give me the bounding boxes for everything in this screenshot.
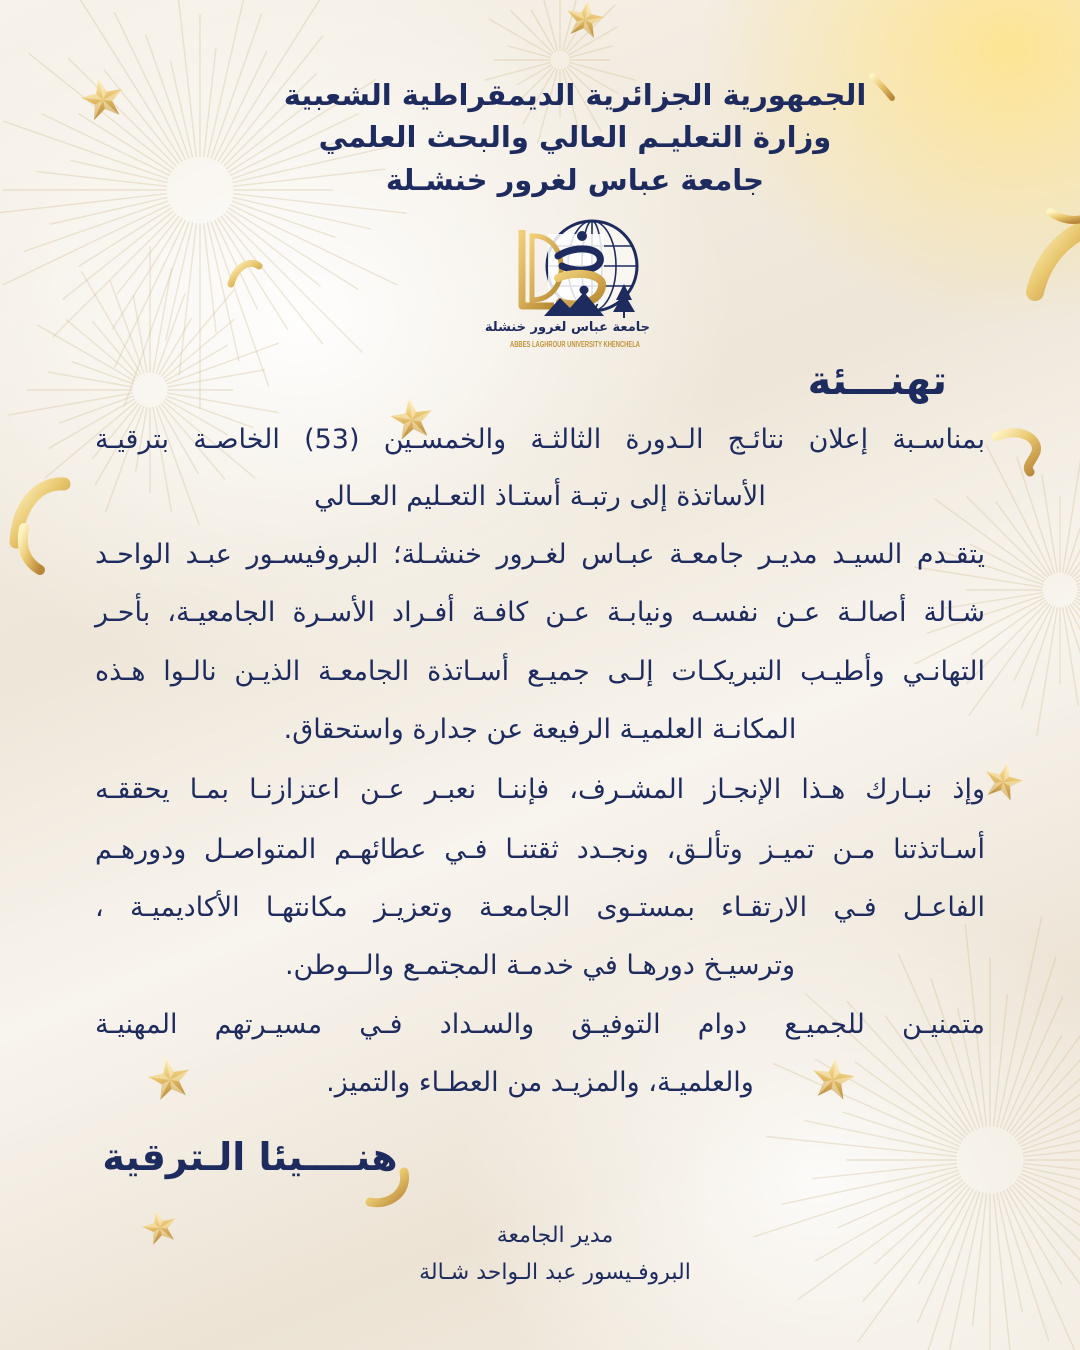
body-line: بمناسـبة إعلان نتائـج الـدورة الثالثـة والخمسـين (53) الخاصـة بترقيـة — [95, 424, 985, 455]
firework-ray — [1073, 603, 1080, 684]
firework-ray — [838, 1174, 959, 1228]
confetti-ribbon-icon — [872, 76, 892, 98]
firework-ray — [538, 0, 558, 50]
firework-ray — [924, 1192, 979, 1350]
body-line: التهانـي وأطيـب التبريكـات إلـى جميـع أسـاتذة الجامعـة الذيـن نالـوا هـذه — [95, 656, 985, 687]
body-line: أسـاتذتنا مـن تميـز وتألـق، ونجـدد ثقتنـا فـي عطائهـم المتواصـل ودورهـم — [95, 834, 985, 865]
firework-ray — [1068, 606, 1080, 735]
body-line: وإذ نبـارك هـذا الإنجـاز المشـرف، فإننـا نعبـر عـن اعتزازنـا بمـا يحققـه — [95, 774, 985, 805]
firework-ray — [1018, 1180, 1080, 1258]
page-title: تهنـــئة — [807, 358, 947, 404]
header-ministry: وزارة التعليـم العالي والبحث العلمي — [318, 120, 832, 154]
confetti-ribbon-icon — [1035, 228, 1080, 292]
firework-ray — [994, 995, 1008, 1127]
firework-ray — [1015, 1183, 1080, 1326]
firework-ray — [508, 46, 550, 57]
confetti-ribbon-icon — [23, 528, 40, 570]
firework-ray — [60, 396, 133, 423]
university-logo — [484, 214, 650, 356]
firework-ray — [229, 208, 358, 289]
firework-ray — [997, 1193, 1022, 1311]
firework-ray — [37, 172, 167, 187]
firework-ray — [73, 362, 134, 384]
header-university: جامعة عباس لغرور خنشـلة — [385, 163, 765, 197]
star-icon — [139, 1206, 180, 1246]
firework-ray — [570, 46, 612, 57]
firework-ray — [71, 161, 167, 183]
firework-ray — [875, 1183, 965, 1264]
body-line: والعلميـة، والمزيـد من العطـاء والتميز. — [326, 1067, 754, 1098]
star-icon — [78, 74, 127, 122]
firework-ray — [211, 222, 268, 386]
logo-name-arabic: جامعة عباس لغرور خنشلة — [484, 320, 650, 335]
firework-ray — [1001, 1192, 1049, 1340]
firework-ray — [1023, 1167, 1080, 1199]
confetti-ribbon-icon — [1050, 212, 1080, 220]
firework-ray — [996, 502, 1049, 575]
star-icon — [981, 758, 1027, 802]
firework-ray — [1037, 608, 1057, 735]
firework-ray — [973, 1194, 987, 1326]
firework-ray — [1010, 1188, 1080, 1305]
body-line: متمنيـن للجميـع دوام التوفيـق والسـداد فـي مسيـرتهم المهنيـة — [95, 1009, 985, 1040]
signature-name: البروفـيسور عبد الـواحد شـالة — [419, 1260, 691, 1285]
firework-ray — [1013, 1019, 1080, 1135]
firework-ray — [511, 11, 553, 53]
firework-ray — [4, 121, 168, 178]
confetti-ribbon-icon — [231, 263, 259, 284]
logo-name-english-wrap — [510, 338, 640, 350]
closing-congrats: هنــــيئا الـترقية — [102, 1135, 398, 1179]
firework-ray — [1068, 500, 1080, 574]
firework-ray — [50, 198, 167, 225]
body-line: وترسيـخ دورهـا في خدمـة المجتمـع والــوطن. — [284, 950, 796, 981]
firework-ray — [63, 211, 173, 299]
firework-ray — [204, 48, 216, 156]
firework-ray — [204, 224, 216, 332]
firework-ray — [1018, 1021, 1080, 1140]
firework-ray — [1066, 472, 1080, 573]
firework-ray — [208, 0, 249, 157]
body-line: يتقـدم السيـد مديـر جامعـة عبـاس لغـرور خنشـلة؛ البروفيسـور عبـد الواحـد — [95, 539, 985, 570]
firework-ray — [1073, 497, 1080, 578]
firework-ray — [938, 1193, 983, 1350]
firework-ray — [53, 214, 176, 337]
body-line: الأساتذة إلى رتبـة أستـاذ التعـليم العــالي — [314, 481, 766, 512]
university-logo-icon — [500, 214, 650, 320]
firework-ray — [994, 1194, 1015, 1350]
body-line: شـالة أصالـة عـن نفسـه ونيابـة عـن كافـة أفـراد الأسـرة الجامعيـة، بأحـر — [95, 597, 985, 628]
firework-ray — [931, 980, 979, 1128]
firework-ray — [78, 0, 182, 161]
signature-role: مدير الجامعة — [496, 1223, 614, 1248]
firework-ray — [82, 272, 141, 375]
firework-ray — [146, 35, 189, 158]
logo-name-english: ABBES LAGHROUR UNIVERSITY KHENCHELA — [510, 340, 641, 349]
firework-ray — [1023, 1116, 1080, 1153]
firework-ray — [918, 1191, 977, 1323]
firework-ray — [1024, 1141, 1080, 1156]
body-line: الفاعـل فـي الارتقـاء بمستـوى الجامعـة وتعزيـز مكانتهـا الأكاديميـة ، — [95, 892, 985, 923]
firework-ray — [171, 61, 193, 157]
body-line: المكانـة العلميـة الرفيعة عن جدارة واستحقاق. — [283, 714, 797, 745]
firework-ray — [1004, 1191, 1080, 1350]
firework-ray — [1004, 997, 1063, 1129]
confetti-ribbon-icon — [996, 433, 1036, 472]
firework-ray — [42, 114, 169, 175]
firework-ray — [115, 13, 186, 160]
firework-ray — [1010, 978, 1080, 1132]
header-republic: الجمهورية الجزائرية الديمقراطية الشعبية — [283, 78, 867, 112]
firework-ray — [0, 194, 166, 216]
